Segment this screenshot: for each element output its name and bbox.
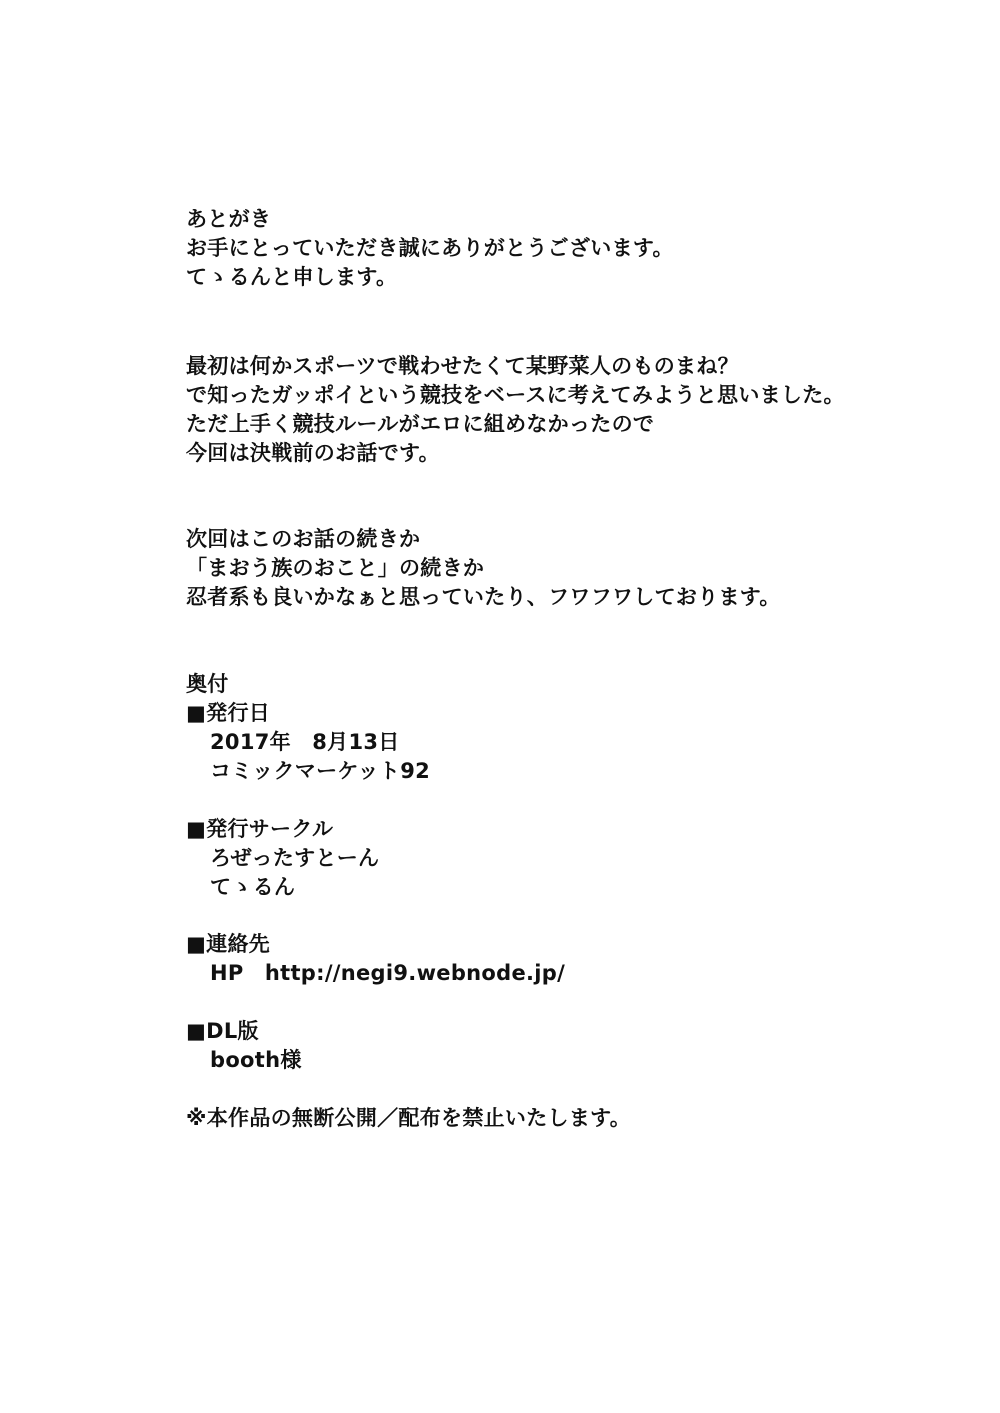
paragraph-line: ただ上手く競技ルールがエロに組めなかったので [186,412,655,436]
colophon-section [186,670,946,786]
publish-date-value: 2017年 8月13日 [210,730,400,754]
circle-author: てゝるん [210,875,296,899]
thanks-line: お手にとっていただき誠にありがとうございます。 [186,236,674,260]
dl-label: ■DL版 [186,1019,259,1043]
circle-name: ろぜったすとーん [210,846,380,870]
paragraph-line: 忍者系も良いかなぁと思っていたり、フワフワしております。 [186,585,781,609]
contact-homepage: HP http://negi9.webnode.jp/ [210,961,566,985]
copyright-notice: ※本作品の無断公開／配布を禁止いたします。 [186,1106,632,1130]
colophon-heading: 奥付 [186,672,229,696]
paragraph-line: 次回はこのお話の続きか [186,527,421,551]
paragraph-line: で知ったガッポイという競技をベースに考えてみようと思いました。 [186,383,845,407]
publish-date-label: ■発行日 [186,701,271,725]
notice-section [186,1104,946,1133]
afterword-section [186,205,946,292]
paragraph-line: 「まおう族のおこと」の続きか [186,556,485,580]
paragraph-line: 最初は何かスポーツで戦わせたくて某野菜人のものまね？ [186,354,739,378]
publish-event: コミックマーケット92 [210,759,431,783]
afterword-heading: あとがき [186,207,272,231]
author-intro-line: てゝるんと申します。 [186,265,398,289]
paragraph-next-plans [186,525,946,612]
circle-label: ■発行サークル [186,817,334,841]
circle-section [186,815,946,902]
dl-store: booth様 [210,1048,302,1072]
contact-section [186,930,946,988]
paragraph-concept [186,352,946,468]
paragraph-line: 今回は決戦前のお話です。 [186,441,440,465]
dl-section [186,1017,946,1075]
contact-label: ■連絡先 [186,932,271,956]
